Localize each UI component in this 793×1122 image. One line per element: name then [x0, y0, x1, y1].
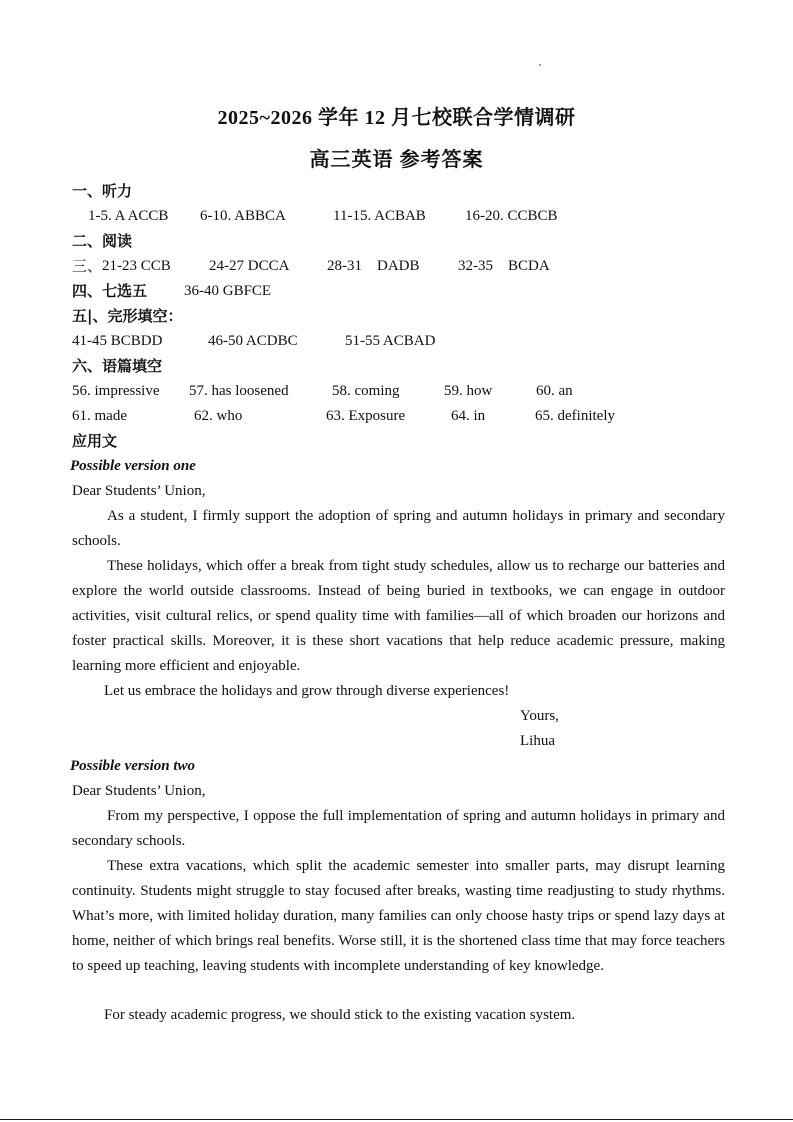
page-subtitle: 高三英语 参考答案	[309, 149, 484, 171]
version-one-signature: Lihua	[520, 733, 555, 749]
answer-group: 36-40 GBFCE	[184, 283, 272, 299]
answer-group: 41-45 BCBDD	[72, 333, 163, 349]
answer-group: 51-55 ACBAD	[345, 333, 436, 349]
answer-item: 59. how	[444, 383, 493, 399]
version-two-paragraph: These extra vacations, which split the academic semester into smaller parts, may disrupt learning continuity. Students might struggle to stay focused after breaks, wasting time readjusting to study rhythms. What’s more, with limited holiday duration, many families can only choose hasty trips or spend lazy days at home, neither of which brings real benefits. Worse still, it is the shortened class time that may force teachers to speed up teaching, leaving students with incomplete understanding of key knowledge.	[72, 858, 725, 974]
answer-group: 11-15. ACBAB	[333, 208, 426, 224]
answer-group: 46-50 ACDBC	[208, 333, 298, 349]
version-two-paragraph: From my perspective, I oppose the full implementation of spring and autumn holidays in primary and secondary schools.	[72, 808, 725, 849]
section-3-label: 三、	[72, 257, 103, 275]
answer-item: 62. who	[194, 408, 243, 424]
section-listening-heading: 一、听力	[72, 182, 133, 200]
version-two-paragraph: For steady academic progress, we should stick to the existing vacation system.	[104, 1007, 576, 1023]
version-two-label: Possible version two	[70, 758, 196, 774]
answer-item: 58. coming	[332, 383, 400, 399]
section-writing-heading: 应用文	[72, 432, 118, 450]
page-bottom-rule	[0, 1119, 793, 1120]
section-4-heading: 四、七选五	[72, 282, 148, 300]
answer-item: 63. Exposure	[326, 408, 406, 424]
version-one-paragraph: As a student, I firmly support the adoption of spring and autumn holidays in primary and secondary schools.	[72, 508, 725, 549]
answer-item: 64. in	[451, 408, 486, 424]
scan-dot	[539, 64, 541, 66]
answer-group: 6-10. ABBCA	[200, 208, 286, 224]
version-one-label: Possible version one	[70, 458, 196, 474]
answer-group: 21-23 CCB	[102, 258, 171, 274]
version-one-paragraph: Let us embrace the holidays and grow through diverse experiences!	[104, 683, 510, 699]
answer-group: 24-27 DCCA	[209, 258, 290, 274]
section-5-heading: 五|、完形填空：	[72, 307, 183, 325]
answer-group: 1-5. A ACCB	[88, 208, 169, 224]
answer-item: 65. definitely	[535, 408, 615, 424]
answer-group: 28-31 DADB	[327, 258, 420, 274]
answer-item: 60. an	[536, 383, 573, 399]
answer-item: 61. made	[72, 408, 127, 424]
section-6-heading: 六、语篇填空	[72, 357, 163, 375]
section-reading-heading: 二、阅读	[72, 232, 133, 250]
version-one-greeting: Dear Students’ Union,	[72, 483, 206, 499]
answer-item: 56. impressive	[72, 383, 160, 399]
page-title: 2025~2026 学年 12 月七校联合学情调研	[217, 107, 576, 129]
answer-group: 32-35 BCDA	[458, 258, 550, 274]
version-one-paragraph: These holidays, which offer a break from tight study schedules, allow us to recharge our batteries and explore the world outside classrooms. Instead of being buried in textbooks, we can engage in outdoor activities, visit cultural relics, or spend quality time with families—all of which broaden our horizons and foster practical skills. Moreover, it is these short vacations that help reduce academic pressure, making learning more efficient and enjoyable.	[72, 558, 725, 674]
answer-item: 57. has loosened	[189, 383, 289, 399]
version-two-greeting: Dear Students’ Union,	[72, 783, 206, 799]
answer-group: 16-20. CCBCB	[465, 208, 558, 224]
version-one-closing: Yours,	[520, 708, 559, 724]
